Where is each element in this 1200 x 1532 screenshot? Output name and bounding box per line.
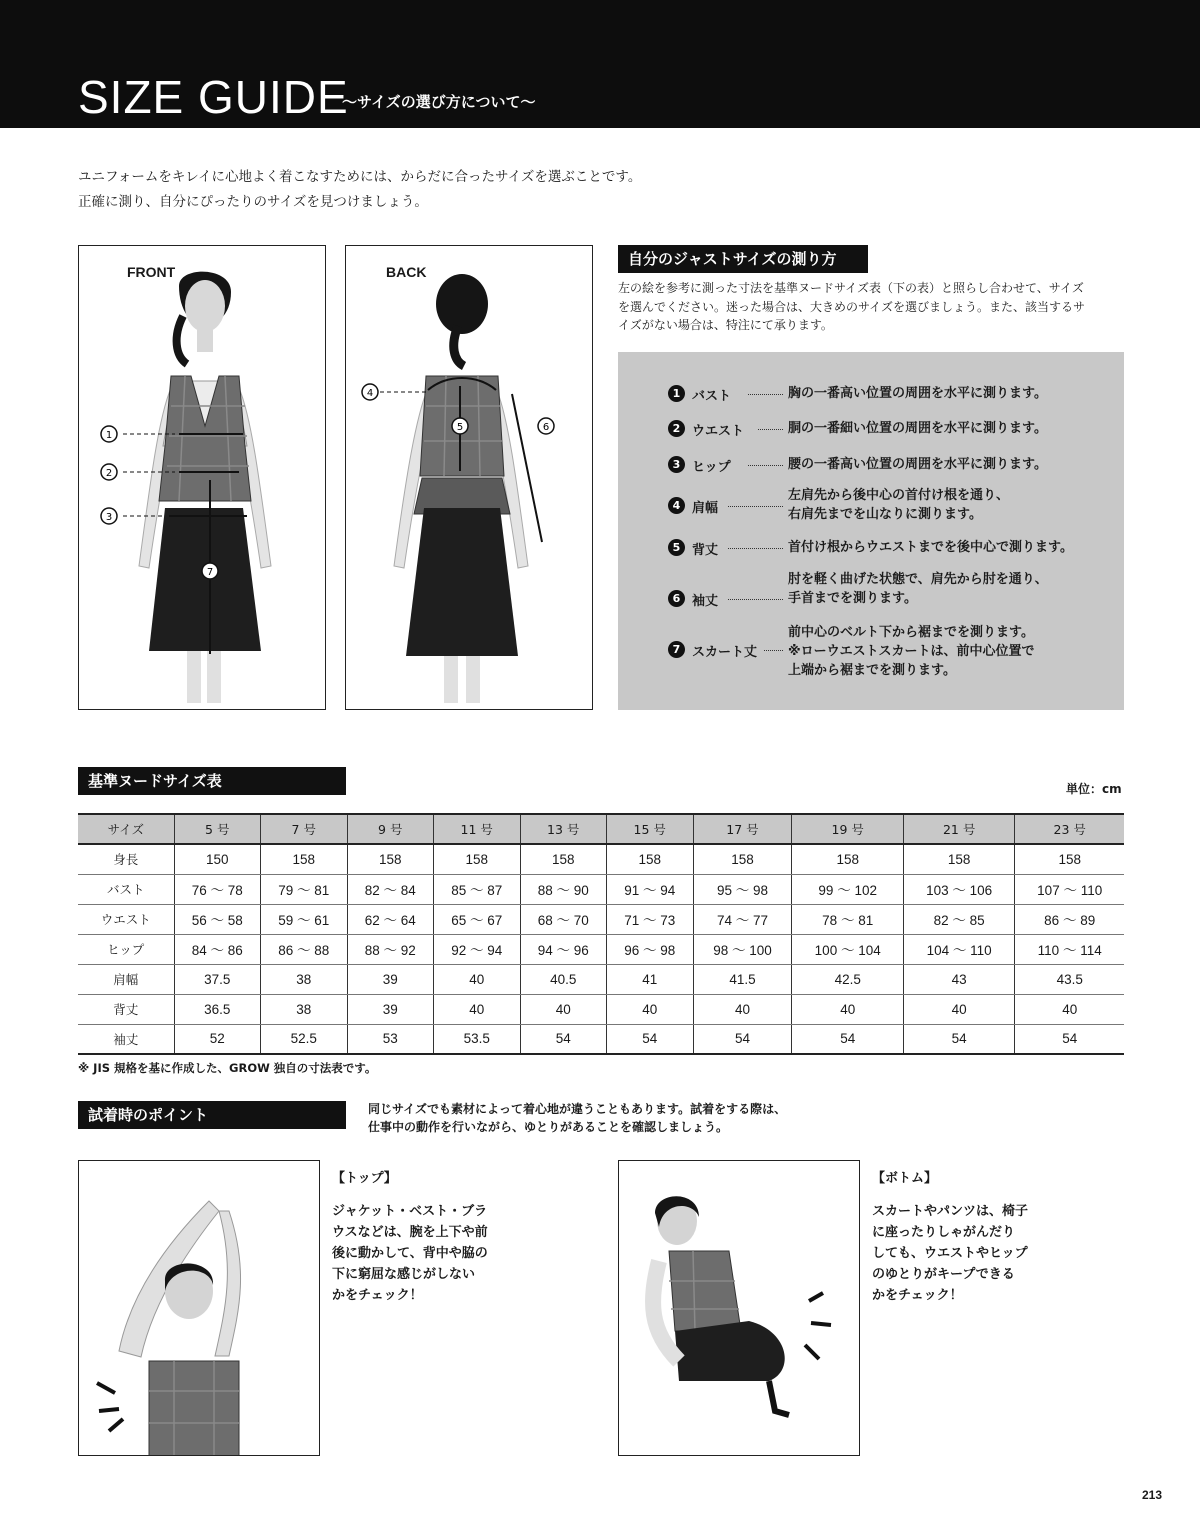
- table-cell: 39: [347, 994, 434, 1024]
- measure-item-text: [788, 570, 1048, 608]
- table-row-waist: [78, 904, 1124, 934]
- front-face: [185, 280, 225, 332]
- table-cell: 98 ～ 100: [693, 934, 792, 964]
- top-tip-title: 【トップ】: [332, 1171, 397, 1186]
- top-vest: [149, 1361, 239, 1456]
- row-label: 袖丈: [78, 1024, 174, 1054]
- table-cell: 86 ～ 89: [1015, 904, 1124, 934]
- measure-desc-line: イズがない場合は、特注にて承ります。: [618, 318, 833, 332]
- table-cell: 40: [903, 994, 1014, 1024]
- tip-line: スカートやパンツは、椅子: [872, 1204, 1029, 1219]
- raised-arm-right: [215, 1211, 241, 1356]
- table-cell: 95 ～ 98: [693, 874, 792, 904]
- tip-line: ウスなどは、腕を上下や前: [332, 1225, 488, 1240]
- size-header-cell: 9 号: [347, 814, 434, 844]
- table-cell: 62 ～ 64: [347, 904, 434, 934]
- fitting-description: [368, 1100, 786, 1136]
- tip-line: ジャケット・ベスト・ブラ: [332, 1204, 488, 1219]
- table-cell: 54: [792, 1024, 903, 1054]
- size-header-cell: 13 号: [520, 814, 607, 844]
- table-cell: 54: [693, 1024, 792, 1054]
- measure-description: [618, 279, 1124, 335]
- table-cell: 52.5: [261, 1024, 348, 1054]
- table-cell: 52: [174, 1024, 261, 1054]
- svg-text:2: 2: [105, 468, 113, 479]
- measure-item-text: [788, 623, 1035, 680]
- table-cell: 100 ～ 104: [792, 934, 903, 964]
- table-cell: 40.5: [520, 964, 607, 994]
- size-header-cell: 11 号: [434, 814, 521, 844]
- fitting-desc-line: 仕事中の動作を行いながら、ゆとりがあることを確認しましょう。: [368, 1120, 729, 1134]
- motion-lines-icon: [97, 1383, 123, 1431]
- table-cell: 158: [261, 844, 348, 874]
- size-header-cell: 5 号: [174, 814, 261, 844]
- top-fitting-drawing: [79, 1161, 320, 1456]
- table-cell: 96 ～ 98: [607, 934, 694, 964]
- table-cell: 110 ～ 114: [1015, 934, 1124, 964]
- table-cell: 84 ～ 86: [174, 934, 261, 964]
- front-marker-2: [101, 464, 117, 480]
- measure-num-badge: 6: [668, 590, 685, 607]
- table-row-back-length: [78, 994, 1124, 1024]
- table-cell: 40: [607, 994, 694, 1024]
- bottom-fitting-tip: [872, 1168, 1028, 1306]
- svg-text:5: 5: [456, 422, 464, 433]
- back-figure-panel: [345, 245, 593, 710]
- table-cell: 79 ～ 81: [261, 874, 348, 904]
- tip-line: しても、ウエストやヒップ: [872, 1246, 1028, 1261]
- size-header-cell: 7 号: [261, 814, 348, 844]
- size-header-cell: サイズ: [78, 814, 174, 844]
- measure-list-panel: [618, 352, 1124, 710]
- table-cell: 86 ～ 88: [261, 934, 348, 964]
- back-marker-5: [452, 418, 468, 434]
- front-marker-7: [202, 563, 218, 579]
- measure-heading: 自分のジャストサイズの測り方: [618, 245, 868, 273]
- table-cell: 82 ～ 84: [347, 874, 434, 904]
- measure-item-line: ※ローウエストスカートは、前中心位置で: [788, 644, 1035, 659]
- size-header-cell: 21 号: [903, 814, 1014, 844]
- row-label: 背丈: [78, 994, 174, 1024]
- table-row-hip: [78, 934, 1124, 964]
- back-label: BACK: [386, 264, 427, 280]
- table-cell: 54: [607, 1024, 694, 1054]
- table-row-sleeve: [78, 1024, 1124, 1054]
- table-cell: 68 ～ 70: [520, 904, 607, 934]
- measure-item-text: [788, 486, 1009, 524]
- table-cell: 53: [347, 1024, 434, 1054]
- row-label: 身長: [78, 844, 174, 874]
- table-cell: 99 ～ 102: [792, 874, 903, 904]
- table-cell: 158: [792, 844, 903, 874]
- table-cell: 158: [607, 844, 694, 874]
- table-cell: 54: [903, 1024, 1014, 1054]
- leader-dots: [728, 548, 783, 549]
- table-cell: 71 ～ 73: [607, 904, 694, 934]
- bottom-fitting-drawing: [619, 1161, 860, 1456]
- front-neck: [197, 330, 213, 352]
- back-marker-4: [362, 384, 378, 400]
- leader-dots: [728, 599, 783, 600]
- table-cell: 54: [520, 1024, 607, 1054]
- row-label: 肩幅: [78, 964, 174, 994]
- page-number: 213: [1142, 1488, 1163, 1502]
- page-title: SIZE GUIDE: [78, 71, 349, 123]
- table-cell: 76 ～ 78: [174, 874, 261, 904]
- table-cell: 39: [347, 964, 434, 994]
- table-cell: 43: [903, 964, 1014, 994]
- table-row-height: [78, 844, 1124, 874]
- tip-line: のゆとりがキープできる: [872, 1267, 1015, 1282]
- measure-item-line: 右肩先までを山なりに測ります。: [788, 507, 982, 522]
- table-cell: 59 ～ 61: [261, 904, 348, 934]
- table-cell: 158: [1015, 844, 1124, 874]
- front-marker-1: [101, 426, 117, 442]
- table-cell: 94 ～ 96: [520, 934, 607, 964]
- measure-item-text: 首付け根からウエストまでを後中心で測ります。: [788, 540, 1073, 555]
- table-cell: 37.5: [174, 964, 261, 994]
- bottom-vest: [669, 1251, 741, 1331]
- table-cell: 41.5: [693, 964, 792, 994]
- table-cell: 91 ～ 94: [607, 874, 694, 904]
- intro-line-1: ユニフォームをキレイに心地よく着こなすためには、からだに合ったサイズを選ぶことです。: [78, 169, 642, 185]
- table-cell: 88 ～ 90: [520, 874, 607, 904]
- size-header-cell: 17 号: [693, 814, 792, 844]
- size-table-heading: 基準ヌードサイズ表: [78, 767, 346, 795]
- tip-line: かをチェック！: [872, 1288, 963, 1303]
- table-row-bust: [78, 874, 1124, 904]
- table-cell: 103 ～ 106: [903, 874, 1014, 904]
- measure-item-line: 前中心のベルト下から裾までを測ります。: [788, 625, 1034, 640]
- leader-dots: [748, 465, 783, 466]
- table-cell: 158: [693, 844, 792, 874]
- unit-label: 単位：cm: [1066, 782, 1122, 796]
- table-cell: 40: [693, 994, 792, 1024]
- measure-item-line: 肘を軽く曲げた状態で、肩先から肘を通り、: [788, 572, 1048, 587]
- table-cell: 38: [261, 964, 348, 994]
- measure-num-badge: 7: [668, 641, 685, 658]
- table-cell: 40: [434, 994, 521, 1024]
- table-cell: 40: [792, 994, 903, 1024]
- bottom-tip-title: 【ボトム】: [872, 1171, 938, 1186]
- table-cell: 54: [1015, 1024, 1124, 1054]
- bottom-shoe: [769, 1381, 789, 1415]
- fitting-desc-line: 同じサイズでも素材によって着心地が違うこともあります。試着をする際は、: [368, 1102, 787, 1116]
- measure-item-name: 背丈: [692, 543, 719, 558]
- svg-text:4: 4: [366, 388, 374, 399]
- table-cell: 158: [347, 844, 434, 874]
- table-cell: 92 ～ 94: [434, 934, 521, 964]
- back-hair: [436, 274, 488, 334]
- table-row-shoulder: [78, 964, 1124, 994]
- table-cell: 107 ～ 110: [1015, 874, 1124, 904]
- table-cell: 36.5: [174, 994, 261, 1024]
- front-ponytail: [177, 316, 187, 364]
- measure-num-badge: 2: [668, 420, 685, 437]
- leader-dots: [748, 394, 783, 395]
- row-label: バスト: [78, 874, 174, 904]
- front-figure-panel: [78, 245, 326, 710]
- table-cell: 158: [903, 844, 1014, 874]
- tip-line: かをチェック！: [332, 1288, 423, 1303]
- leader-dots: [758, 429, 783, 430]
- svg-text:3: 3: [105, 512, 113, 523]
- table-cell: 40: [1015, 994, 1124, 1024]
- intro-text: [78, 165, 1118, 215]
- table-footnote: ※ JIS 規格を基に作成した、GROW 独自の寸法表です。: [78, 1061, 377, 1075]
- table-cell: 158: [434, 844, 521, 874]
- measure-item-line: 手首までを測ります。: [788, 591, 917, 606]
- fitting-heading: 試着時のポイント: [78, 1101, 346, 1129]
- measure-item-text: 腰の一番高い位置の周囲を水平に測ります。: [788, 457, 1047, 472]
- measure-item-name: ヒップ: [692, 460, 731, 475]
- measure-num-badge: 3: [668, 456, 685, 473]
- top-fitting-illustration: [78, 1160, 320, 1456]
- size-table: [78, 813, 1124, 1055]
- leader-dots: [728, 506, 783, 507]
- back-skirt: [406, 508, 518, 656]
- table-cell: 40: [520, 994, 607, 1024]
- front-label: FRONT: [127, 264, 176, 280]
- measure-item-name: スカート丈: [692, 645, 758, 660]
- top-fitting-tip: [332, 1168, 488, 1306]
- tip-line: に座ったりしゃがんだり: [872, 1225, 1016, 1240]
- row-label: ウエスト: [78, 904, 174, 934]
- measure-item-name: 袖丈: [692, 594, 719, 609]
- table-cell: 88 ～ 92: [347, 934, 434, 964]
- table-cell: 158: [520, 844, 607, 874]
- header-bar: [0, 0, 1200, 128]
- table-cell: 40: [434, 964, 521, 994]
- size-header-cell: 23 号: [1015, 814, 1124, 844]
- table-cell: 65 ～ 67: [434, 904, 521, 934]
- table-cell: 56 ～ 58: [174, 904, 261, 934]
- size-header-cell: 15 号: [607, 814, 694, 844]
- leader-dots: [764, 650, 783, 651]
- svg-text:1: 1: [105, 430, 113, 441]
- table-cell: 38: [261, 994, 348, 1024]
- tip-line: 下に窮屈な感じがしない: [332, 1267, 476, 1282]
- tip-line: 後に動かして、背中や脇の: [332, 1246, 488, 1261]
- table-cell: 85 ～ 87: [434, 874, 521, 904]
- measure-desc-line: 左の絵を参考に測った寸法を基準ヌードサイズ表（下の表）と照らし合わせて、サイズ: [618, 281, 1084, 295]
- measure-num-badge: 1: [668, 385, 685, 402]
- measure-num-badge: 4: [668, 497, 685, 514]
- measure-item-line: 上端から裾までを測ります。: [788, 663, 956, 678]
- front-figure-illustration: [79, 246, 327, 711]
- table-cell: 74 ～ 77: [693, 904, 792, 934]
- table-cell: 43.5: [1015, 964, 1124, 994]
- measure-desc-line: を選んでください。迷った場合は、大きめのサイズを選びましょう。また、該当するサ: [618, 299, 1086, 314]
- bottom-fitting-illustration: [618, 1160, 860, 1456]
- intro-line-2: 正確に測り、自分にぴったりのサイズを見つけましょう。: [78, 194, 428, 210]
- measure-item-text: 胸の一番高い位置の周囲を水平に測ります。: [788, 386, 1047, 401]
- svg-text:6: 6: [542, 422, 550, 433]
- bottom-skirt: [675, 1321, 785, 1381]
- table-cell: 78 ～ 81: [792, 904, 903, 934]
- table-cell: 104 ～ 110: [903, 934, 1014, 964]
- table-cell: 82 ～ 85: [903, 904, 1014, 934]
- measure-item-name: 肩幅: [692, 501, 719, 516]
- measure-item-line: 左肩先から後中心の首付け根を通り、: [788, 488, 1010, 503]
- row-label: ヒップ: [78, 934, 174, 964]
- front-skirt: [149, 508, 261, 651]
- motion-lines-icon: [805, 1293, 831, 1359]
- measure-item-text: 胴の一番細い位置の周囲を水平に測ります。: [788, 421, 1047, 436]
- measure-item-name: バスト: [692, 389, 732, 404]
- front-marker-3: [101, 508, 117, 524]
- svg-text:7: 7: [206, 567, 214, 578]
- size-table-header-row: [78, 814, 1124, 844]
- measure-item-name: ウエスト: [692, 424, 745, 439]
- back-marker-6: [538, 418, 554, 434]
- back-figure-illustration: [346, 246, 594, 711]
- page-subtitle: ～サイズの選び方について～: [342, 93, 536, 111]
- measure-num-badge: 5: [668, 539, 685, 556]
- table-cell: 41: [607, 964, 694, 994]
- size-header-cell: 19 号: [792, 814, 903, 844]
- table-cell: 42.5: [792, 964, 903, 994]
- table-cell: 53.5: [434, 1024, 521, 1054]
- table-cell: 150: [174, 844, 261, 874]
